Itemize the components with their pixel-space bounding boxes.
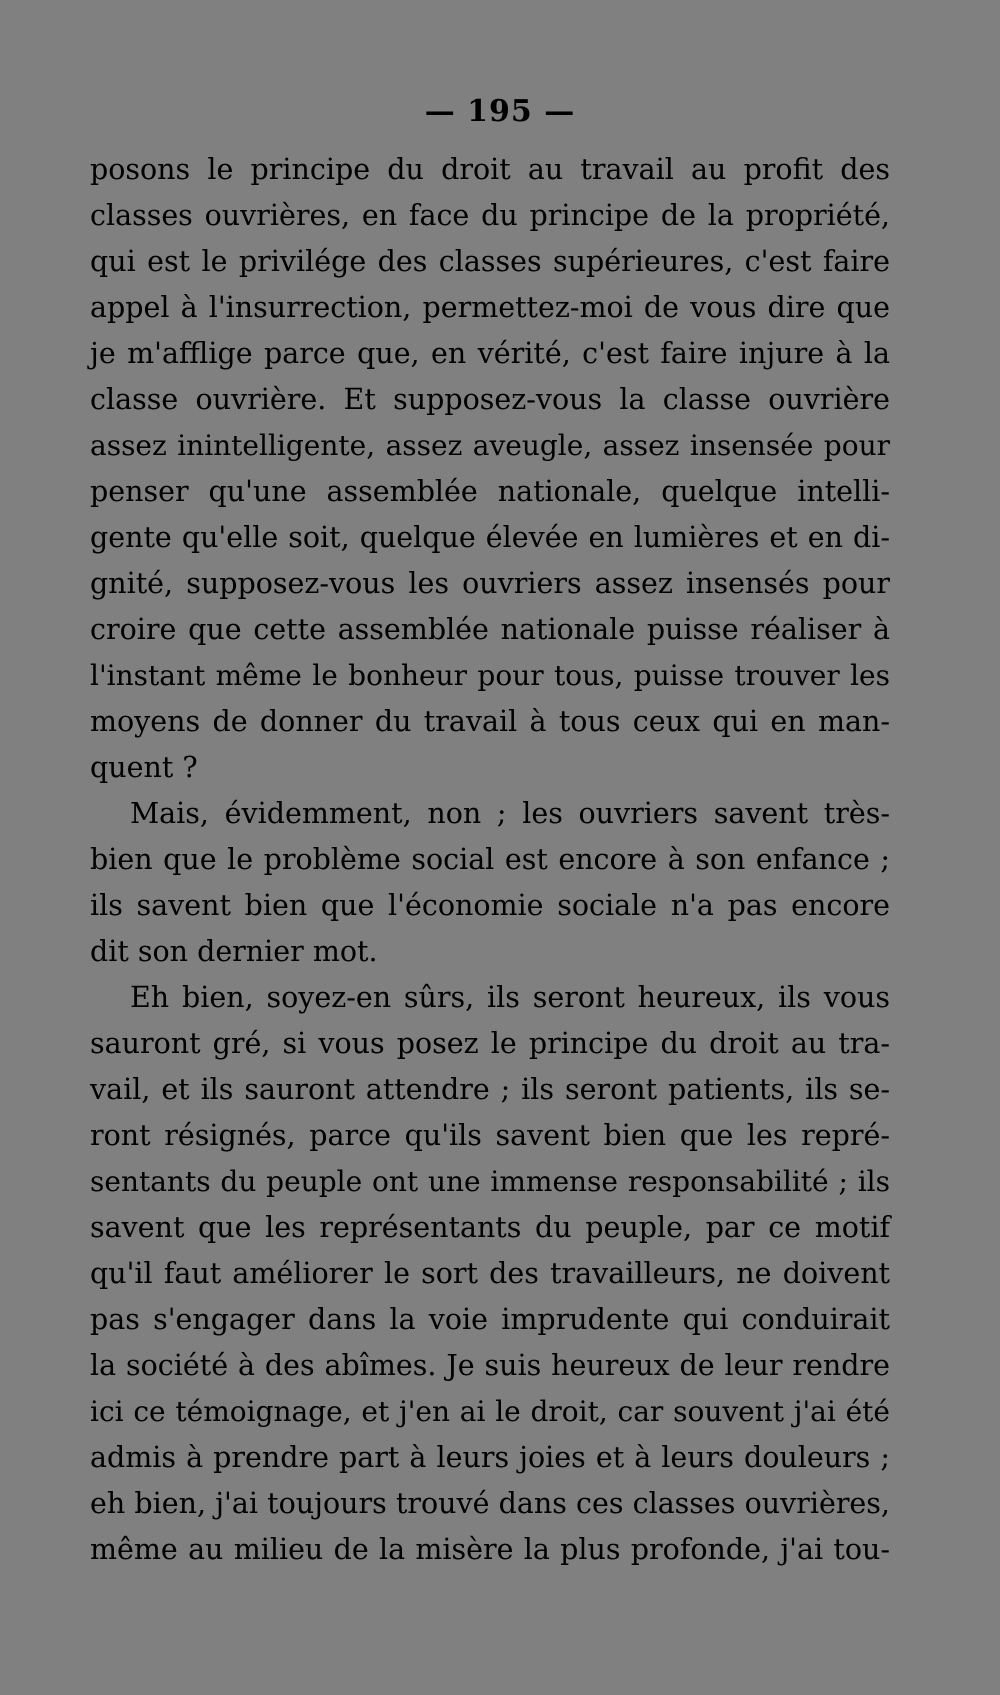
paragraph (90, 791, 890, 975)
text-line: eh bien, j'ai toujours trouvé dans ces classes ouvrières, (90, 1487, 890, 1520)
text-line: moyens de donner du travail à tous ceux qui en man- (90, 705, 890, 738)
text-line: même au milieu de la misère la plus profonde, j'ai tou- (90, 1533, 890, 1566)
text-line: gente qu'elle soit, quelque élevée en lumières et en di- (90, 521, 890, 554)
text-line: admis à prendre part à leurs joies et à leurs douleurs ; (90, 1441, 890, 1474)
text-line: qui est le privilége des classes supérieures, c'est faire (90, 245, 890, 278)
text-line: classes ouvrières, en face du principe de la propriété, (90, 199, 890, 232)
text-line: quent ? (90, 751, 198, 784)
text-line: l'instant même le bonheur pour tous, puisse trouver les (90, 659, 890, 692)
text-line: qu'il faut améliorer le sort des travailleurs, ne doivent (90, 1257, 890, 1290)
text-line: appel à l'insurrection, permettez-moi de vous dire que (90, 291, 890, 324)
text-line: ils savent bien que l'économie sociale n'a pas encore (90, 889, 890, 922)
text-line: savent que les représentants du peuple, par ce motif (90, 1211, 890, 1244)
text-line: la société à des abîmes. Je suis heureux de leur rendre (90, 1349, 890, 1382)
text-line: dit son dernier mot. (90, 935, 378, 968)
text-line: bien que le problème social est encore à son enfance ; (90, 843, 890, 876)
text-line: vail, et ils sauront attendre ; ils seront patients, ils se- (90, 1073, 890, 1106)
text-line: je m'afflige parce que, en vérité, c'est faire injure à la (90, 337, 890, 370)
text-line: Eh bien, soyez-en sûrs, ils seront heureux, ils vous (130, 981, 890, 1014)
text-line: sentants du peuple ont une immense responsabilité ; ils (90, 1165, 890, 1198)
paragraph (90, 147, 890, 791)
text-line: classe ouvrière. Et supposez-vous la classe ouvrière (90, 383, 890, 416)
text-line: ici ce témoignage, et j'en ai le droit, car souvent j'ai été (90, 1395, 890, 1428)
text-line: sauront gré, si vous posez le principe du droit au tra- (90, 1027, 890, 1060)
text-line: posons le principe du droit au travail au profit des (90, 153, 890, 186)
text-line: ront résignés, parce qu'ils savent bien que les repré- (90, 1119, 890, 1152)
text-line: assez inintelligente, assez aveugle, assez insensée pour (90, 429, 890, 462)
text-line: pas s'engager dans la voie imprudente qui conduirait (90, 1303, 890, 1336)
body-text (90, 147, 890, 1573)
text-line: penser qu'une assemblée nationale, quelque intelli- (90, 475, 890, 508)
text-line: croire que cette assemblée nationale puisse réaliser à (90, 613, 890, 646)
paragraph (90, 975, 890, 1573)
text-line: Mais, évidemment, non ; les ouvriers savent très- (130, 797, 890, 830)
text-line: gnité, supposez-vous les ouvriers assez insensés pour (90, 567, 890, 600)
page-number: — 195 — (424, 94, 576, 129)
